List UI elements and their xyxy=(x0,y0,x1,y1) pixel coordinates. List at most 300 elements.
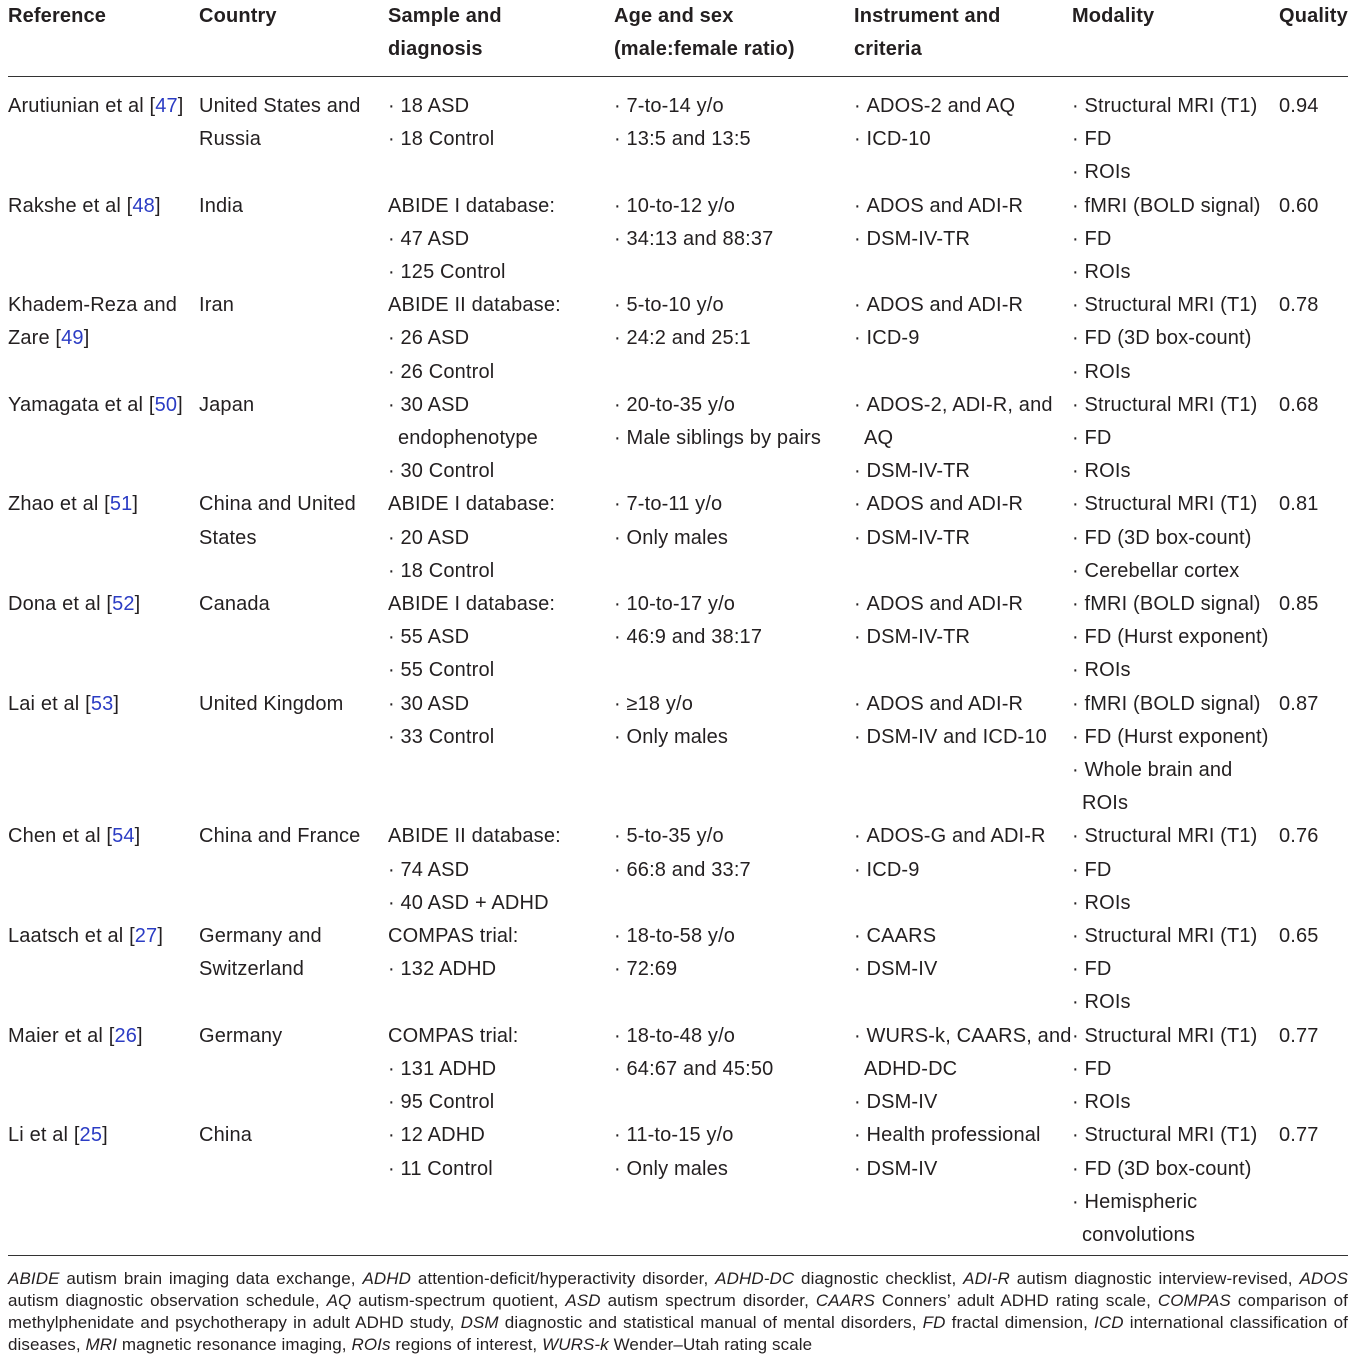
cell-sample xyxy=(388,389,614,489)
cell-country xyxy=(199,289,388,389)
cell-sample xyxy=(388,920,614,1020)
footnote-abbreviation: DSM xyxy=(460,1313,499,1332)
table-footnote xyxy=(8,1268,1348,1356)
cell-age xyxy=(614,688,854,821)
reference-line xyxy=(8,920,199,953)
footnote-abbreviation: COMPAS xyxy=(1157,1291,1231,1310)
sample-line: · 30 Control xyxy=(388,455,614,488)
instrument-line: · ADOS and ADI-R xyxy=(854,289,1072,322)
cell-age xyxy=(614,77,854,190)
country-line: Russia xyxy=(199,128,262,151)
cell-quality: 0.77 xyxy=(1279,1024,1319,1047)
citation-link[interactable]: 54 xyxy=(112,825,135,848)
instrument-line: · ADOS-2, ADI-R, and xyxy=(854,389,1072,422)
cell-country xyxy=(199,688,388,821)
country-line: United States and xyxy=(199,95,361,117)
age-line: · 10-to-17 y/o xyxy=(614,588,854,621)
footnote-definition: fractal dimension, xyxy=(945,1313,1095,1332)
age-line: · 7-to-14 y/o xyxy=(614,90,854,123)
country-line: China and France xyxy=(199,825,361,848)
header-instrument-line: Instrument and xyxy=(854,5,1001,27)
country-line: India xyxy=(199,194,244,217)
citation-link[interactable]: 25 xyxy=(79,1124,103,1147)
modality-line: · ROIs xyxy=(1072,654,1279,687)
footnote-definition: comparison of methylphenidate and psychotherapy in adult ADHD study, xyxy=(8,1291,1348,1332)
cell-country xyxy=(199,820,388,920)
cell-country xyxy=(199,920,388,1020)
table-row xyxy=(8,77,1348,190)
footnote-definition: autism-spectrum quotient, xyxy=(351,1291,566,1310)
cell-modality xyxy=(1072,77,1279,190)
instrument-line: ADHD-DC xyxy=(864,1057,958,1080)
footnote-abbreviation: ABIDE xyxy=(8,1269,60,1288)
header-reference: Reference xyxy=(8,0,199,77)
modality-line: · ROIs xyxy=(1072,887,1279,920)
footnote-definition: attention-deficit/hyperactivity disorder, xyxy=(411,1269,716,1288)
age-line: · 18-to-48 y/o xyxy=(614,1020,854,1053)
modality-line: · ROIs xyxy=(1072,156,1279,189)
reference-text: Dona et al [ xyxy=(8,593,113,616)
country-line: United Kingdom xyxy=(199,692,344,715)
age-line: · Only males xyxy=(614,1153,854,1186)
cell-instrument xyxy=(854,920,1072,1020)
sample-line: ABIDE I database: xyxy=(388,194,556,217)
cell-sample xyxy=(388,1020,614,1120)
country-line: Switzerland xyxy=(199,958,305,981)
table-row xyxy=(8,289,1348,389)
reference-close: ] xyxy=(102,1124,108,1147)
age-line: · 18-to-58 y/o xyxy=(614,920,854,953)
modality-line: · ROIs xyxy=(1072,986,1279,1019)
cell-age xyxy=(614,190,854,290)
cell-country xyxy=(199,389,388,489)
cell-sample xyxy=(388,1119,614,1255)
instrument-line: · DSM-IV and ICD-10 xyxy=(854,721,1072,754)
sample-line: · 18 Control xyxy=(388,555,614,588)
citation-link[interactable]: 26 xyxy=(114,1024,137,1047)
modality-line: · FD xyxy=(1072,223,1279,256)
cell-instrument xyxy=(854,77,1072,190)
citation-link[interactable]: 48 xyxy=(132,194,155,217)
modality-line: · Structural MRI (T1) xyxy=(1072,289,1279,322)
reference-text: Maier et al [ xyxy=(8,1024,115,1047)
modality-line: · FD (Hurst exponent) xyxy=(1072,621,1279,654)
reference-close: ] xyxy=(113,692,120,715)
instrument-line: · ADOS-2 and AQ xyxy=(854,90,1072,123)
cell-instrument xyxy=(854,389,1072,489)
instrument-line: · ICD-9 xyxy=(854,854,1072,887)
citation-link[interactable]: 52 xyxy=(112,593,135,616)
cell-sample xyxy=(388,588,614,688)
cell-reference xyxy=(8,289,199,389)
cell-reference xyxy=(8,1020,199,1120)
instrument-line: · ADOS and ADI-R xyxy=(854,488,1072,521)
age-line: · 20-to-35 y/o xyxy=(614,389,854,422)
instrument-line: · ADOS-G and ADI-R xyxy=(854,820,1072,853)
footnote-abbreviation: CAARS xyxy=(815,1291,875,1310)
cell-reference xyxy=(8,190,199,290)
modality-line: · Whole brain and xyxy=(1072,754,1279,787)
cell-modality xyxy=(1072,289,1279,389)
cell-quality: 0.60 xyxy=(1279,194,1319,217)
instrument-line: · CAARS xyxy=(854,920,1072,953)
modality-line: convolutions xyxy=(1082,1223,1195,1246)
footnote-definition: Conners’ adult ADHD rating scale, xyxy=(874,1291,1158,1310)
cell-country xyxy=(199,190,388,290)
country-line: Japan xyxy=(199,393,255,416)
modality-line: · Structural MRI (T1) xyxy=(1072,389,1279,422)
footnote-definition: diagnostic and statistical manual of mental disorders, xyxy=(498,1313,923,1332)
modality-line: · fMRI (BOLD signal) xyxy=(1072,688,1279,721)
header-instrument xyxy=(854,0,1072,77)
age-line: · 13:5 and 13:5 xyxy=(614,123,854,156)
reference-text: Arutiunian et al [ xyxy=(8,95,156,117)
cell-age xyxy=(614,1020,854,1120)
instrument-line: · DSM-IV-TR xyxy=(854,223,1072,256)
footnote-abbreviation: ADHD xyxy=(362,1269,412,1288)
country-line: States xyxy=(199,526,257,549)
reference-close: ] xyxy=(157,925,164,948)
instrument-line: · ADOS and ADI-R xyxy=(854,190,1072,223)
modality-line: · FD (Hurst exponent) xyxy=(1072,721,1279,754)
header-country: Country xyxy=(199,0,388,77)
header-row xyxy=(8,0,1348,77)
sample-line: · 11 Control xyxy=(388,1153,614,1186)
modality-line: · ROIs xyxy=(1072,455,1279,488)
instrument-line: · WURS-k, CAARS, and xyxy=(854,1020,1072,1053)
cell-sample xyxy=(388,289,614,389)
sample-line: ABIDE II database: xyxy=(388,825,561,848)
footnote-abbreviation: ADHD-DC xyxy=(715,1269,795,1288)
instrument-line: · ADOS and ADI-R xyxy=(854,588,1072,621)
header-instrument-line: criteria xyxy=(854,38,922,60)
table-row xyxy=(8,688,1348,821)
reference-line xyxy=(8,820,199,853)
age-line: · 24:2 and 25:1 xyxy=(614,322,854,355)
cell-sample xyxy=(388,190,614,290)
cell-reference xyxy=(8,920,199,1020)
age-line: · 66:8 and 33:7 xyxy=(614,854,854,887)
cell-instrument xyxy=(854,820,1072,920)
citation-link[interactable]: 50 xyxy=(154,393,178,416)
cell-age xyxy=(614,820,854,920)
age-line: · 34:13 and 88:37 xyxy=(614,223,854,256)
cell-sample xyxy=(388,688,614,821)
footnote-abbreviation: ADOS xyxy=(1299,1269,1349,1288)
modality-line: · ROIs xyxy=(1072,1086,1279,1119)
reference-close: ] xyxy=(154,194,161,217)
age-line: · 10-to-12 y/o xyxy=(614,190,854,223)
age-line: · Only males xyxy=(614,522,854,555)
sample-line: · 47 ASD xyxy=(388,223,614,256)
cell-quality: 0.85 xyxy=(1279,593,1319,616)
reference-text: Rakshe et al [ xyxy=(8,194,133,217)
reference-line xyxy=(8,1020,199,1053)
modality-line: · Structural MRI (T1) xyxy=(1072,920,1279,953)
cell-quality: 0.76 xyxy=(1279,825,1319,848)
modality-line: · Structural MRI (T1) xyxy=(1072,488,1279,521)
cell-age xyxy=(614,389,854,489)
cell-reference xyxy=(8,488,199,588)
sample-line: · 30 ASD xyxy=(388,688,614,721)
age-line: · 64:67 and 45:50 xyxy=(614,1053,854,1086)
cell-instrument xyxy=(854,289,1072,389)
cell-reference xyxy=(8,77,199,190)
sample-line: · 95 Control xyxy=(388,1086,614,1119)
sample-line: COMPAS trial: xyxy=(388,925,519,948)
cell-country xyxy=(199,488,388,588)
modality-line: · ROIs xyxy=(1072,356,1279,389)
cell-reference xyxy=(8,1119,199,1255)
reference-close: ] xyxy=(136,1024,143,1047)
country-line: Iran xyxy=(199,294,235,317)
instrument-line: AQ xyxy=(864,427,894,450)
cell-quality: 0.65 xyxy=(1279,925,1319,948)
age-line: · ≥18 y/o xyxy=(614,688,854,721)
sample-line: · 33 Control xyxy=(388,721,614,754)
cell-age xyxy=(614,920,854,1020)
reference-line xyxy=(8,688,199,721)
sample-line: · 125 Control xyxy=(388,256,614,289)
instrument-line: · DSM-IV xyxy=(854,1153,1072,1186)
header-age xyxy=(614,0,854,77)
cell-sample xyxy=(388,77,614,190)
reference-text: Li et al [ xyxy=(8,1124,80,1147)
cell-instrument xyxy=(854,688,1072,821)
cell-modality xyxy=(1072,488,1279,588)
cell-quality: 0.77 xyxy=(1279,1119,1348,1255)
reference-close: ] xyxy=(177,393,183,416)
modality-line: · Structural MRI (T1) xyxy=(1072,820,1279,853)
footnote-definition: Wender–Utah rating scale xyxy=(608,1335,813,1354)
sample-line: · 26 Control xyxy=(388,356,614,389)
instrument-line: · Health professional xyxy=(854,1119,1072,1152)
cell-age xyxy=(614,289,854,389)
table-row xyxy=(8,588,1348,688)
cell-instrument xyxy=(854,190,1072,290)
reference-line xyxy=(8,588,199,621)
footnote-abbreviation: FD xyxy=(922,1313,946,1332)
header-age-line: (male:female ratio) xyxy=(614,38,795,60)
cell-quality: 0.68 xyxy=(1279,393,1319,416)
citation-link[interactable]: 53 xyxy=(90,692,114,715)
modality-line: · fMRI (BOLD signal) xyxy=(1072,588,1279,621)
instrument-line: · ADOS and ADI-R xyxy=(854,688,1072,721)
reference-line xyxy=(8,389,199,422)
sample-line: · 74 ASD xyxy=(388,854,614,887)
reference-text: Chen et al [ xyxy=(8,825,113,848)
table-row xyxy=(8,389,1348,489)
reference-close: ] xyxy=(83,327,90,350)
country-line: China xyxy=(199,1124,253,1147)
age-line: · 5-to-35 y/o xyxy=(614,820,854,853)
modality-line: · FD (3D box-count) xyxy=(1072,322,1279,355)
cell-modality xyxy=(1072,588,1279,688)
age-line: · 72:69 xyxy=(614,953,854,986)
instrument-line: · DSM-IV-TR xyxy=(854,455,1072,488)
footnote-definition: diagnostic checklist, xyxy=(794,1269,964,1288)
citation-link[interactable]: 47 xyxy=(155,95,178,117)
reference-text: Khadem-Reza and xyxy=(8,294,178,317)
cell-modality xyxy=(1072,820,1279,920)
country-line: China and United xyxy=(199,493,356,516)
reference-text: Yamagata et al [ xyxy=(8,393,155,416)
reference-line xyxy=(8,322,199,355)
cell-reference xyxy=(8,588,199,688)
citation-link[interactable]: 27 xyxy=(134,925,158,948)
modality-line: · FD xyxy=(1072,123,1279,156)
citation-link[interactable]: 51 xyxy=(109,493,133,516)
modality-line: · FD (3D box-count) xyxy=(1072,522,1279,555)
modality-line: · Cerebellar cortex xyxy=(1072,555,1279,588)
reference-line xyxy=(8,190,199,223)
sample-line: COMPAS trial: xyxy=(388,1024,519,1047)
cell-age xyxy=(614,1119,854,1255)
reference-close: ] xyxy=(177,95,184,117)
modality-line: · FD xyxy=(1072,854,1279,887)
modality-line: · FD (3D box-count) xyxy=(1072,1153,1279,1186)
instrument-line: · DSM-IV-TR xyxy=(854,522,1072,555)
footnote-definition: magnetic resonance imaging, xyxy=(117,1335,352,1354)
header-sample-line: diagnosis xyxy=(388,38,483,60)
sample-line: · 55 Control xyxy=(388,654,614,687)
sample-line: · 40 ASD + ADHD xyxy=(388,887,614,920)
header-quality: Quality xyxy=(1279,0,1348,77)
citation-link[interactable]: 49 xyxy=(61,327,84,350)
footnote-abbreviation: MRI xyxy=(85,1335,118,1354)
sample-line: · 18 Control xyxy=(388,123,614,156)
table-body xyxy=(8,77,1348,1256)
cell-modality xyxy=(1072,688,1279,821)
country-line: Germany and xyxy=(199,925,322,948)
reference-line xyxy=(8,488,199,521)
country-line: Canada xyxy=(199,593,270,616)
reference-text: Zare [ xyxy=(8,327,62,350)
modality-line: · Structural MRI (T1) xyxy=(1072,1020,1279,1053)
header-age-line: Age and sex xyxy=(614,5,734,27)
cell-modality xyxy=(1072,190,1279,290)
sample-line: ABIDE II database: xyxy=(388,294,561,317)
cell-reference xyxy=(8,688,199,821)
sample-line: · 30 ASD xyxy=(388,389,614,422)
header-sample-line: Sample and xyxy=(388,5,502,27)
sample-line: · 26 ASD xyxy=(388,322,614,355)
cell-reference xyxy=(8,820,199,920)
cell-instrument xyxy=(854,488,1072,588)
table-row xyxy=(8,190,1348,290)
cell-reference xyxy=(8,389,199,489)
cell-age xyxy=(614,588,854,688)
modality-line: · ROIs xyxy=(1072,256,1279,289)
sample-line: · 55 ASD xyxy=(388,621,614,654)
table-row xyxy=(8,1119,1348,1255)
sample-line: · 18 ASD xyxy=(388,90,614,123)
cell-modality xyxy=(1072,1119,1279,1255)
cell-country xyxy=(199,1119,388,1255)
sample-line: · 20 ASD xyxy=(388,522,614,555)
footnote-abbreviation: ROIs xyxy=(351,1335,391,1354)
instrument-line: · DSM-IV-TR xyxy=(854,621,1072,654)
reference-close: ] xyxy=(134,825,141,848)
reference-close: ] xyxy=(134,593,141,616)
cell-quality: 0.81 xyxy=(1279,493,1319,516)
cell-modality xyxy=(1072,1020,1279,1120)
modality-line: · FD xyxy=(1072,953,1279,986)
footnote-definition: autism brain imaging data exchange, xyxy=(59,1269,363,1288)
age-line: · 5-to-10 y/o xyxy=(614,289,854,322)
footnote-definition: regions of interest, xyxy=(390,1335,543,1354)
instrument-line: · DSM-IV xyxy=(854,1086,1072,1119)
sample-line: · 12 ADHD xyxy=(388,1119,614,1152)
header-sample xyxy=(388,0,614,77)
table-row xyxy=(8,920,1348,1020)
instrument-line: · ICD-10 xyxy=(854,123,1072,156)
modality-line: · Structural MRI (T1) xyxy=(1072,90,1279,123)
footnote-abbreviation: ICD xyxy=(1094,1313,1124,1332)
reference-text: Lai et al [ xyxy=(8,692,91,715)
modality-line: · FD xyxy=(1072,1053,1279,1086)
reference-close: ] xyxy=(132,493,139,516)
modality-line: · Structural MRI (T1) xyxy=(1072,1119,1279,1152)
reference-line xyxy=(8,1119,199,1152)
footnote-definition: international classification of diseases, xyxy=(8,1313,1348,1354)
age-line: · 7-to-11 y/o xyxy=(614,488,854,521)
reference-text: Zhao et al [ xyxy=(8,493,110,516)
study-table xyxy=(8,0,1348,1256)
age-line: · 46:9 and 38:17 xyxy=(614,621,854,654)
cell-age xyxy=(614,488,854,588)
reference-line xyxy=(8,289,199,322)
sample-line: · 132 ADHD xyxy=(388,953,614,986)
cell-country xyxy=(199,77,388,190)
cell-quality: 0.87 xyxy=(1279,692,1319,715)
footnote-abbreviation: ADI-R xyxy=(963,1269,1010,1288)
table-row xyxy=(8,488,1348,588)
age-line: · Only males xyxy=(614,721,854,754)
cell-country xyxy=(199,588,388,688)
cell-modality xyxy=(1072,920,1279,1020)
cell-sample xyxy=(388,820,614,920)
sample-line: ABIDE I database: xyxy=(388,593,556,616)
footnote-definition: autism spectrum disorder, xyxy=(600,1291,816,1310)
cell-sample xyxy=(388,488,614,588)
country-line: Germany xyxy=(199,1024,283,1047)
modality-line: · fMRI (BOLD signal) xyxy=(1072,190,1279,223)
footnote-abbreviation: WURS-k xyxy=(542,1335,609,1354)
reference-line xyxy=(8,90,199,123)
sample-line: endophenotype xyxy=(398,427,538,450)
cell-modality xyxy=(1072,389,1279,489)
footnote-abbreviation: ASD xyxy=(565,1291,601,1310)
footnote-definition: autism diagnostic interview-revised, xyxy=(1009,1269,1300,1288)
footnote-definition: autism diagnostic observation schedule, xyxy=(8,1291,327,1310)
age-line: · Male siblings by pairs xyxy=(614,422,854,455)
table-row xyxy=(8,820,1348,920)
cell-country xyxy=(199,1020,388,1120)
table-row xyxy=(8,1020,1348,1120)
instrument-line: · DSM-IV xyxy=(854,953,1072,986)
modality-line: · Hemispheric xyxy=(1072,1186,1279,1219)
sample-line: · 131 ADHD xyxy=(388,1053,614,1086)
cell-instrument xyxy=(854,1119,1072,1255)
sample-line: ABIDE I database: xyxy=(388,493,556,516)
instrument-line: · ICD-9 xyxy=(854,322,1072,355)
cell-quality: 0.78 xyxy=(1279,294,1319,317)
modality-line: ROIs xyxy=(1082,792,1129,815)
reference-text: Laatsch et al [ xyxy=(8,925,135,948)
footnote-abbreviation: AQ xyxy=(326,1291,352,1310)
modality-line: · FD xyxy=(1072,422,1279,455)
